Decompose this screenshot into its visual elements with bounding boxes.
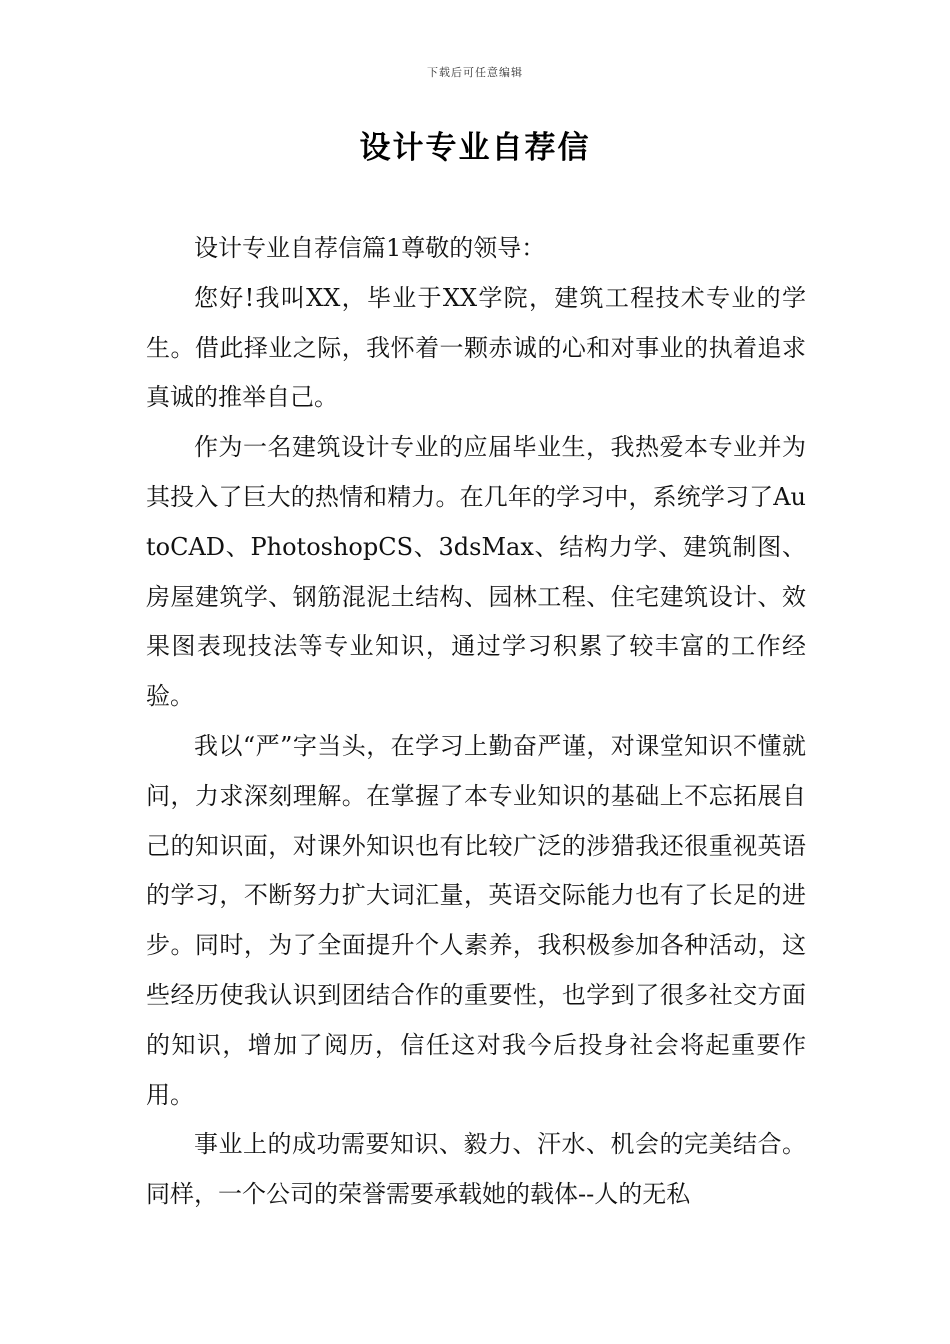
paragraph-salutation: 设计专业自荐信篇1尊敬的领导： (194, 234, 546, 262)
document-body (146, 224, 806, 1220)
paragraph-major-study: 作为一名建筑设计专业的应届毕业生，我热爱本专业并为其投入了巨大的热情和精力。在几年的学习中，系统学习了AutoCAD、PhotoshopCS、3dsMax、结构力学、建筑制图、房屋建筑学、钢筋混泥土结构、园林工程、住宅建筑设计、效果图表现技法等专业知识，通过学习积累了较丰富的工作经验。 (146, 433, 806, 711)
paragraph-introduction: 您好!我叫XX，毕业于XX学院，建筑工程技术专业的学生。借此择业之际，我怀着一颗赤诚的心和对事业的执着追求真诚的推举自己。 (146, 283, 806, 412)
paragraph-learning-attitude: 我以“严”字当头，在学习上勤奋严谨，对课堂知识不懂就问，力求深刻理解。在掌握了本专业知识的基础上不忘拓展自己的知识面，对课外知识也有比较广泛的涉猎我还很重视英语的学习，不断努力扩大词汇量，英语交际能力也有了长足的进步。同时，为了全面提升个人素养，我积极参加各种活动，这些经历使我认识到团结合作的重要性，也学到了很多社交方面的知识，增加了阅历，信任这对我今后投身社会将起重要作用。 (146, 731, 806, 1109)
document-title: 设计专业自荐信 (359, 130, 591, 166)
paragraph-career-success: 事业上的成功需要知识、毅力、汗水、机会的完美结合。同样，一个公司的荣誉需要承载她的载体--人的无私 (146, 1130, 806, 1209)
header-note: 下载后可任意编辑 (427, 66, 523, 79)
